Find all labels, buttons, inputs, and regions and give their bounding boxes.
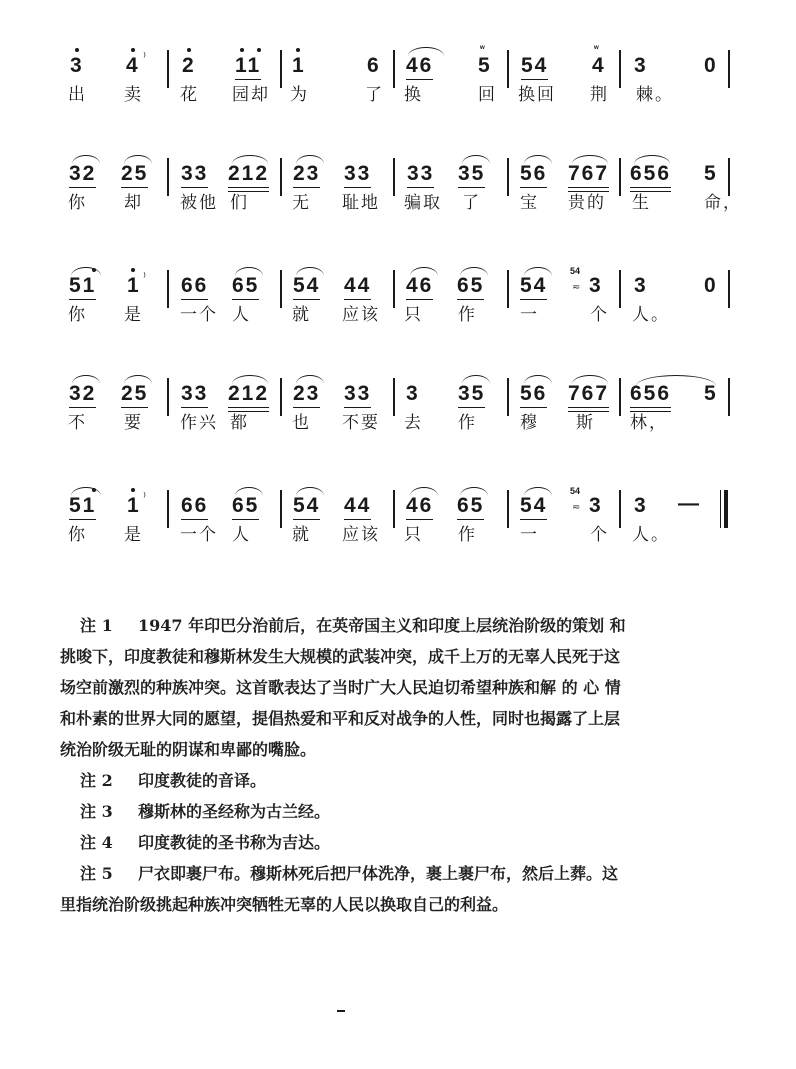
note-group: 25 — [121, 162, 148, 188]
footnote-label: 注 1 — [80, 616, 113, 635]
lyric: 斯 — [576, 413, 595, 433]
note-group: 33 — [181, 382, 208, 408]
lyric: 不 — [68, 413, 87, 433]
lyric: 一个 — [180, 305, 218, 325]
note-group: 54 — [521, 54, 548, 80]
lyric: 作 — [458, 305, 477, 325]
lyric: 个 — [590, 305, 609, 325]
footnote-3 — [80, 796, 770, 827]
note: 5 — [704, 382, 718, 405]
notation-row — [0, 480, 796, 530]
note-group: 46 — [406, 494, 433, 520]
lyric: 回 — [478, 85, 497, 105]
note: 3 — [406, 382, 420, 405]
note: 3 — [634, 274, 648, 297]
note-group: 25 — [121, 382, 148, 408]
bar-line — [728, 378, 730, 416]
bar-line — [393, 158, 395, 196]
note-group: 46 — [406, 274, 433, 300]
lyrics-row — [0, 412, 796, 438]
footnote-label: 注 2 — [80, 771, 113, 790]
lyric: 园却 — [232, 85, 270, 105]
note-group: 54 — [520, 494, 547, 520]
grace-notes: 54 — [570, 486, 581, 496]
lyric: 就 — [292, 525, 311, 545]
bar-line — [728, 158, 730, 196]
note: 4 — [126, 54, 140, 77]
footnote-1-line: 统治阶级无耻的阴谋和卑鄙的嘴脸。 — [60, 740, 317, 759]
final-bar-thin — [720, 490, 721, 528]
lyric: 不要 — [342, 413, 380, 433]
note-group: 65 — [457, 274, 484, 300]
bar-line — [167, 50, 169, 88]
lyric: 被他 — [180, 193, 218, 213]
note-group: 212 — [228, 382, 269, 408]
bar-line — [619, 158, 621, 196]
footnote-1-line: 场空前激烈的种族冲突。这首歌表达了当时广大人民迫切希望种族和解 的 心 情 — [60, 678, 621, 697]
note: 1 — [292, 54, 306, 77]
note-group: 23 — [293, 382, 320, 408]
bar-line — [728, 50, 730, 88]
note: 0 — [704, 274, 718, 297]
note-group: 32 — [69, 162, 96, 188]
lyric: 只 — [404, 525, 423, 545]
page-mark — [337, 1010, 345, 1012]
bar-line — [619, 50, 621, 88]
lyric: 林， — [630, 413, 668, 433]
lyric: 出 — [68, 85, 87, 105]
lyric: 生 — [632, 193, 651, 213]
grace-notes: 54 — [570, 266, 581, 276]
note: 2 — [182, 54, 196, 77]
notation-row — [0, 148, 796, 198]
footnote-5-line: 里指统治阶级挑起种族冲突牺牲无辜的人民以换取自己的利益。 — [60, 895, 509, 914]
note-group: 33 — [344, 382, 371, 408]
lyric: 换回 — [518, 85, 556, 105]
footnote-text: 印度教徒的圣书称为吉达。 — [138, 833, 331, 852]
lyric: 为 — [290, 85, 309, 105]
glide-mark-icon: ≂ — [572, 282, 581, 293]
lyric: 你 — [68, 305, 87, 325]
lyric: 换 — [404, 85, 423, 105]
lyric: 无 — [292, 193, 311, 213]
bar-line — [167, 270, 169, 308]
final-bar-line — [724, 490, 728, 528]
lyric: 人。 — [632, 305, 670, 325]
bar-line — [280, 490, 282, 528]
score-system-5 — [0, 480, 796, 580]
note: 3 — [634, 54, 648, 77]
lyric: 作 — [458, 413, 477, 433]
note: 6 — [367, 54, 381, 77]
lyric: 去 — [404, 413, 423, 433]
bar-line — [507, 490, 509, 528]
bar-line — [619, 490, 621, 528]
lyric: 你 — [68, 193, 87, 213]
note-group: 23 — [293, 162, 320, 188]
note-group: 51 — [69, 274, 96, 300]
lyric: 是 — [124, 525, 143, 545]
lyric: 作兴 — [180, 413, 218, 433]
footnote-text: 穆斯林的圣经称为古兰经。 — [138, 802, 331, 821]
breath-mark-icon: ⁾ — [143, 50, 146, 64]
note: 5 — [478, 54, 492, 77]
lyric: 了 — [462, 193, 481, 213]
lyric: 贵的 — [568, 193, 606, 213]
lyric: 却 — [124, 193, 143, 213]
dash-extension: — — [678, 492, 701, 515]
note-group: 767 — [568, 162, 609, 188]
note-group: 46 — [406, 54, 433, 80]
lyric: 人 — [232, 525, 251, 545]
breath-mark-icon: ⁾ — [143, 270, 146, 284]
lyric: 一 — [520, 525, 539, 545]
footnote-2 — [80, 765, 770, 796]
bar-line — [393, 270, 395, 308]
note-group: 44 — [344, 274, 371, 300]
note-group: 656 — [630, 162, 671, 188]
lyrics-row — [0, 192, 796, 218]
note-group: 54 — [293, 494, 320, 520]
lyric: 应该 — [342, 305, 380, 325]
note: 1 — [127, 494, 141, 517]
lyric: 穆 — [520, 413, 539, 433]
note-group: 65 — [457, 494, 484, 520]
lyrics-row — [0, 84, 796, 110]
notation-row — [0, 260, 796, 310]
note: 3 — [589, 274, 603, 297]
lyric: 作 — [458, 525, 477, 545]
lyric: 卖 — [124, 85, 143, 105]
glide-mark-icon: ≂ — [572, 502, 581, 513]
lyric: 应该 — [342, 525, 380, 545]
note-group: 32 — [69, 382, 96, 408]
note-group: 65 — [232, 494, 259, 520]
note-group: 35 — [458, 162, 485, 188]
footnote-4 — [80, 827, 770, 858]
bar-line — [507, 270, 509, 308]
note-group: 212 — [228, 162, 269, 188]
note: 1 — [127, 274, 141, 297]
note: 3 — [70, 54, 84, 77]
lyric: 们 — [230, 193, 249, 213]
trill-ornament-icon: ʷ — [594, 43, 600, 53]
lyric: 就 — [292, 305, 311, 325]
note: 0 — [704, 54, 718, 77]
trill-ornament-icon: ʷ — [480, 43, 486, 53]
score-system-3 — [0, 260, 796, 360]
notation-row — [0, 40, 796, 90]
note-group: 54 — [293, 274, 320, 300]
breath-mark-icon: ⁾ — [143, 490, 146, 504]
note-group: 767 — [568, 382, 609, 408]
score-system-4 — [0, 368, 796, 468]
lyric: 要 — [124, 413, 143, 433]
footnotes — [60, 610, 770, 920]
score-system-1 — [0, 40, 796, 140]
bar-line — [507, 378, 509, 416]
note-group: 33 — [344, 162, 371, 188]
lyric: 耻地 — [342, 193, 380, 213]
note-group: 56 — [520, 162, 547, 188]
note-group: 44 — [344, 494, 371, 520]
note-group: 33 — [181, 162, 208, 188]
lyrics-row — [0, 524, 796, 550]
bar-line — [280, 378, 282, 416]
footnote-label: 注 5 — [80, 864, 113, 883]
footnote-text: 印度教徒的音译。 — [138, 771, 267, 790]
note-group: 54 — [520, 274, 547, 300]
lyric: 人。 — [632, 525, 670, 545]
note-group: 35 — [458, 382, 485, 408]
lyric: 个 — [590, 525, 609, 545]
lyric: 荆 — [590, 85, 609, 105]
note-group: 656 — [630, 382, 671, 408]
note-group: 66 — [181, 494, 208, 520]
lyric: 棘。 — [636, 85, 674, 105]
lyric: 只 — [404, 305, 423, 325]
lyric: 都 — [230, 413, 249, 433]
lyric: 一个 — [180, 525, 218, 545]
bar-line — [167, 158, 169, 196]
lyric: 你 — [68, 525, 87, 545]
footnote-text: 尸衣即裹尸布。穆斯林死后把尸体洗净，裹上裹尸布，然后上葬。这 — [138, 864, 619, 883]
footnote-text: 1947 年印巴分治前后，在英帝国主义和印度上层统治阶级的策划 和 — [138, 616, 626, 635]
note: 5 — [704, 162, 718, 185]
note: 3 — [634, 494, 648, 517]
note-group: 33 — [407, 162, 434, 188]
footnote-1-line: 挑唆下，印度教徒和穆斯林发生大规模的武装冲突，成千上万的无辜人民死于这 — [60, 647, 621, 666]
footnote-label: 注 3 — [80, 802, 113, 821]
lyric: 了 — [365, 85, 384, 105]
note: 4 — [592, 54, 606, 77]
note-group: 11 — [235, 54, 261, 80]
lyrics-row — [0, 304, 796, 330]
footnote-5 — [80, 858, 770, 889]
note: 3 — [589, 494, 603, 517]
footnote-1-line: 和朴素的世界大同的愿望，提倡热爱和平和反对战争的人性，同时也揭露了上层 — [60, 709, 621, 728]
bar-line — [619, 378, 621, 416]
bar-line — [280, 158, 282, 196]
bar-line — [619, 270, 621, 308]
footnote-1 — [80, 610, 770, 641]
bar-line — [393, 378, 395, 416]
bar-line — [167, 490, 169, 528]
bar-line — [280, 270, 282, 308]
lyric: 宝 — [520, 193, 539, 213]
notation-row — [0, 368, 796, 418]
bar-line — [393, 490, 395, 528]
bar-line — [728, 270, 730, 308]
note-group: 56 — [520, 382, 547, 408]
lyric: 人 — [232, 305, 251, 325]
bar-line — [507, 50, 509, 88]
footnote-label: 注 4 — [80, 833, 113, 852]
lyric: 一 — [520, 305, 539, 325]
lyric: 命， — [704, 193, 742, 213]
lyric: 骗取 — [404, 193, 442, 213]
lyric: 也 — [292, 413, 311, 433]
note-group: 66 — [181, 274, 208, 300]
note-group: 65 — [232, 274, 259, 300]
score-system-2 — [0, 148, 796, 248]
bar-line — [280, 50, 282, 88]
lyric: 是 — [124, 305, 143, 325]
bar-line — [167, 378, 169, 416]
note-group: 51 — [69, 494, 96, 520]
bar-line — [393, 50, 395, 88]
bar-line — [507, 158, 509, 196]
lyric: 花 — [180, 85, 199, 105]
